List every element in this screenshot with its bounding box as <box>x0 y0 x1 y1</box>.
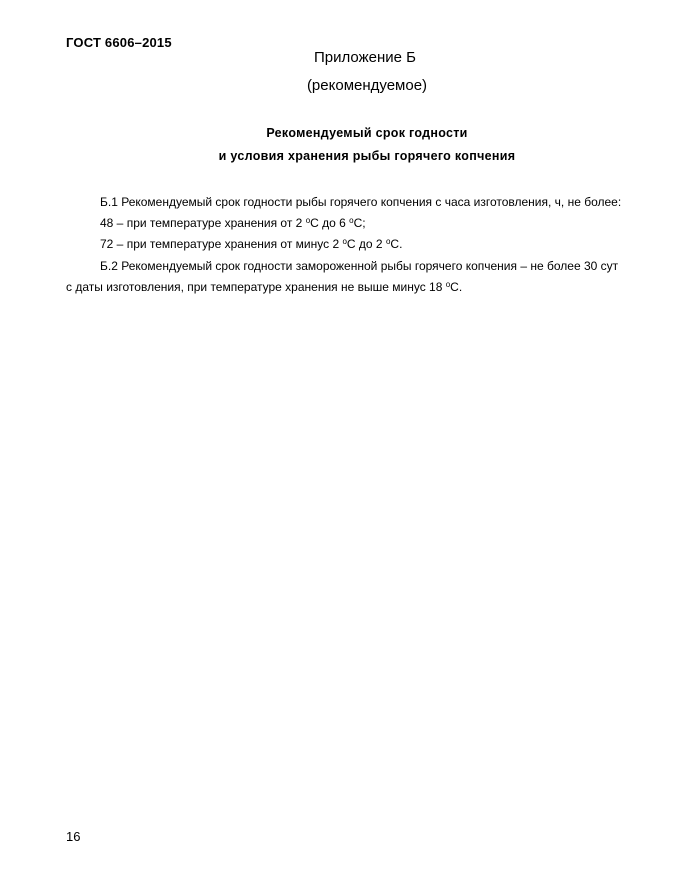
degree-sign: о <box>305 216 311 225</box>
paragraph-b1-intro: Б.1 Рекомендуемый срок годности рыбы горячего копчения с часа изготовления, ч, не более: <box>100 195 622 209</box>
b2-line2-suffix: С. <box>450 280 463 294</box>
paragraph-b1-item2 <box>100 237 402 251</box>
paragraph-b1-item1 <box>100 216 366 230</box>
appendix-status: (рекомендуемое) <box>306 77 428 94</box>
section-title-line2: и условия хранения рыбы горячего копчения <box>218 149 516 163</box>
b1-item1-middle: С до 6 <box>310 216 350 230</box>
b1-item2-prefix: 72 – при температуре хранения от минус 2 <box>100 237 343 251</box>
b2-line2-prefix: с даты изготовления, при температуре хранения не выше минус 18 <box>66 280 446 294</box>
standard-code: ГОСТ 6606–2015 <box>66 35 172 50</box>
b1-item2-suffix: С. <box>390 237 403 251</box>
degree-sign: о <box>385 237 391 246</box>
degree-sign: о <box>349 216 354 225</box>
page-number: 16 <box>66 829 81 844</box>
b1-item1-prefix: 48 – при температуре хранения от 2 <box>100 216 306 230</box>
appendix-title: Приложение Б <box>314 49 416 66</box>
degree-sign: о <box>445 280 451 289</box>
paragraph-b2-line1: Б.2 Рекомендуемый срок годности замороженной рыбы горячего копчения – не более 30 сут <box>100 259 619 273</box>
b1-item1-suffix: С; <box>353 216 366 230</box>
section-title-line1: Рекомендуемый срок годности <box>266 126 468 140</box>
b1-item2-middle: С до 2 <box>346 237 386 251</box>
degree-sign: о <box>342 237 347 246</box>
paragraph-b2-line2 <box>66 280 462 294</box>
